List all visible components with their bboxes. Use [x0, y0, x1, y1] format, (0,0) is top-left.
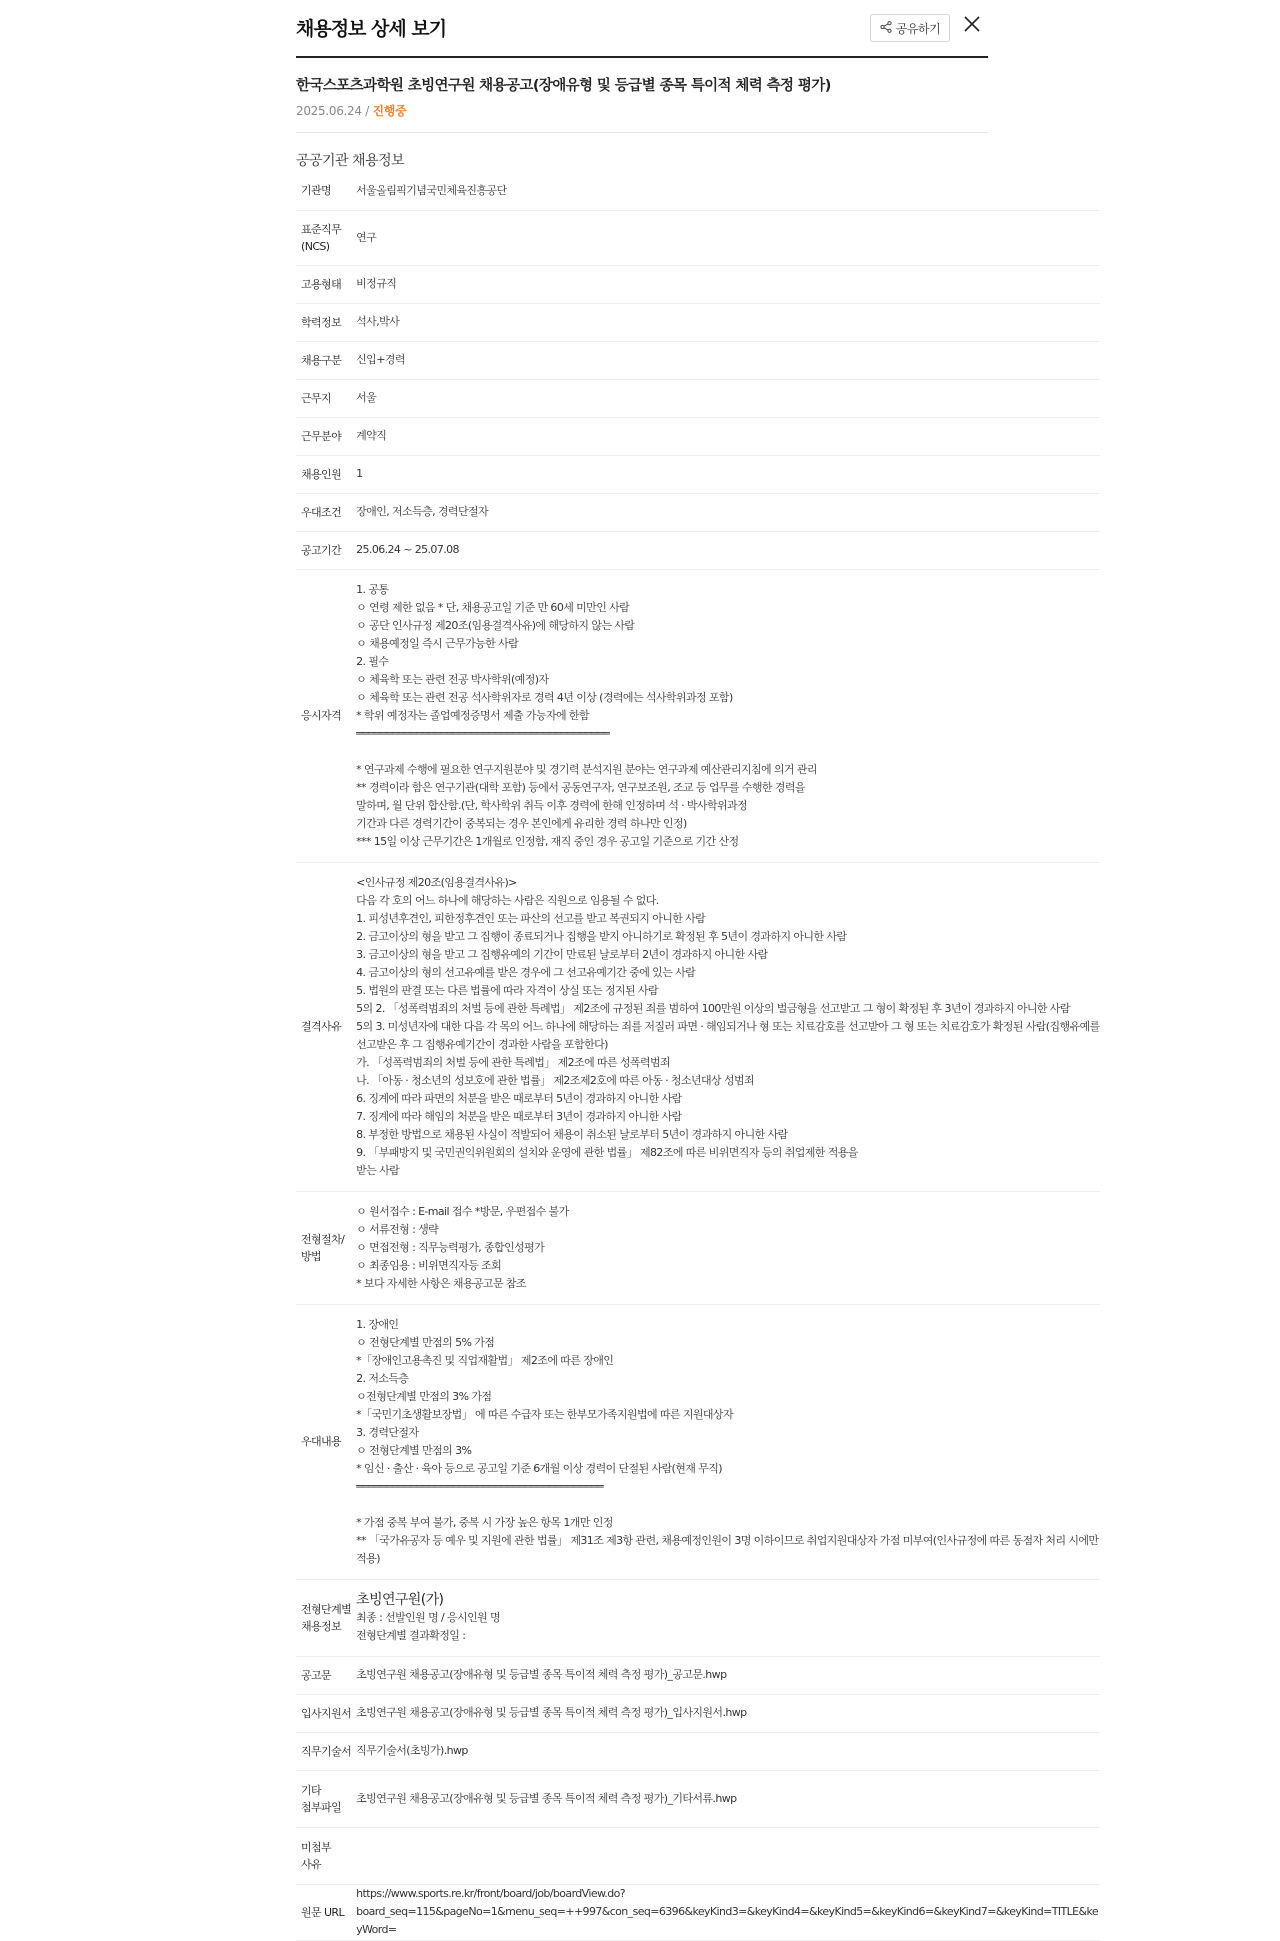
application-file-link[interactable]: 초빙연구원 채용공고(장애유형 및 등급별 종목 특이적 체력 측정 평가)_입사지원서.hwp — [356, 1706, 747, 1719]
text-line: *「국민기초생활보장법」 에 따른 수급자 또는 한부모가족지원법에 따른 지원대상자 — [356, 1407, 733, 1421]
text-line: 5. 법원의 판결 또는 다른 법률에 따라 자격이 상실 또는 정지된 사람 — [356, 983, 658, 997]
row-label: 기타 첨부파일 — [301, 1783, 342, 1814]
row-value: 서울올림픽기념국민체육진흥공단 — [356, 183, 507, 197]
text-line: 5의 3. 미성년자에 대한 다음 각 목의 어느 하나에 해당하는 죄를 저질러 파면 · 해임되거나 형 또는 치료감호를 선고받아 그 형 또는 치료감호가 확정된 사람(집행유예를 — [356, 1019, 1100, 1033]
row-label: 공고기간 — [301, 543, 342, 557]
row-value: 서울 — [356, 391, 377, 404]
text-line: 5의 2. 「성폭력범죄의 처벌 등에 관한 특례법」 제2조에 규정된 죄를 범하여 100만원 이상의 벌금형을 선고받고 그 형이 확정된 후 3년이 경과하지 아니한 사람 — [356, 1001, 1070, 1015]
text-line: 8. 부정한 방법으로 채용된 사실이 적발되어 채용이 취소된 날로부터 5년이 경과하지 아니한 사람 — [356, 1127, 788, 1141]
text-line: * 가점 중복 부여 불가, 중복 시 가장 높은 항목 1개만 인정 — [356, 1515, 613, 1529]
text-line: * 학위 예정자는 졸업예정증명서 제출 가능자에 한함 — [356, 708, 589, 722]
text-line: *** 15일 이상 근무기간은 1개월로 인정함, 재직 중인 경우 공고일 기준으로 기간 산정 — [356, 834, 739, 848]
row-type — [296, 341, 1100, 379]
row-count — [296, 455, 1100, 493]
row-org — [296, 172, 1100, 210]
row-label: 채용구분 — [301, 353, 342, 367]
text-line: 3. 금고이상의 형을 받고 그 집행유예의 기간이 만료된 날로부터 2년이 경과하지 아니한 사람 — [356, 947, 768, 961]
row-url — [296, 1884, 1100, 1940]
text-line: ㅇ 연령 제한 없음 * 단, 채용공고일 기준 만 60세 미만인 사람 — [356, 600, 630, 614]
stage-result-date: 전형단계별 결과확정일 : — [356, 1628, 466, 1642]
row-label: 공고문 — [301, 1668, 332, 1682]
row-label: 근무분야 — [301, 429, 342, 443]
row-value — [351, 1304, 1100, 1579]
text-line: ═════════════════════════════════════════ — [356, 1479, 604, 1493]
close-icon[interactable] — [962, 14, 986, 40]
row-value — [351, 1191, 1100, 1304]
etc-file-link[interactable]: 초빙연구원 채용공고(장애유형 및 등급별 종목 특이적 체력 측정 평가)_기타서류.hwp — [356, 1791, 737, 1805]
info-table — [296, 172, 1100, 1941]
text-line: ══════════════════════════════════════════ — [356, 726, 610, 740]
text-line: ㅇ 최종임용 : 비위면직자등 조회 — [356, 1258, 502, 1272]
share-icon — [880, 21, 892, 36]
row-field — [296, 417, 1100, 455]
text-line: 2. 필수 — [356, 654, 389, 668]
text-line: ㅇ 서류전형 : 생략 — [356, 1222, 439, 1236]
text-line: ㅇ 체육학 또는 관련 전공 석사학위자로 경력 4년 이상 (경력에는 석사학위과정 포함) — [356, 690, 733, 704]
row-label: 전형절차/ 방법 — [301, 1232, 345, 1263]
row-place — [296, 379, 1100, 417]
row-label: 결격사유 — [301, 1020, 342, 1033]
text-line: 6. 징계에 따라 파면의 처분을 받은 때로부터 5년이 경과하지 아니한 사람 — [356, 1091, 682, 1105]
row-value — [351, 862, 1100, 1191]
share-label: 공유하기 — [895, 21, 941, 36]
text-line: ㅇ 공단 인사규정 제20조(임용결격사유)에 해당하지 않는 사람 — [356, 618, 635, 632]
text-line: 2. 저소득층 — [356, 1371, 409, 1385]
row-no-attach-reason — [296, 1827, 1100, 1884]
row-label: 직무기술서 — [301, 1744, 352, 1758]
original-url-link[interactable] — [351, 1884, 1100, 1940]
post-date: 2025.06.24 — [296, 104, 362, 118]
text-line: <인사규정 제20조(임용결격사유)> — [356, 875, 517, 889]
text-line: 다음 각 호의 어느 하나에 해당하는 사람은 직원으로 임용될 수 없다. — [356, 893, 659, 907]
row-value: 25.06.24 ~ 25.07.08 — [356, 543, 459, 556]
text-line: ** 「국가유공자 등 예우 및 지원에 관한 법률」 제31조 제3항 관련, 채용예정인원이 3명 이하이므로 취업지원대상자 가점 미부여(인사규정에 따른 동점자 처리 시에만 — [356, 1533, 1099, 1547]
row-pref-detail — [296, 1304, 1100, 1579]
text-line: ㅇ 전형단계별 만점의 3% — [356, 1443, 472, 1457]
text-line: ㅇ 전형단계별 만점의 5% 가점 — [356, 1335, 495, 1349]
row-value — [351, 569, 1100, 862]
row-value — [351, 1579, 1100, 1656]
row-pref — [296, 493, 1100, 531]
row-etc-file — [296, 1770, 1100, 1827]
text-line: ㅇ전형단계별 만점의 3% 가점 — [356, 1389, 492, 1403]
text-line: 1. 장애인 — [356, 1317, 399, 1331]
row-period — [296, 531, 1100, 569]
row-label: 우대조건 — [301, 505, 342, 519]
row-value — [351, 1827, 1100, 1884]
row-label: 미첨부 사유 — [301, 1840, 332, 1871]
text-line: 받는 사람 — [356, 1163, 400, 1177]
row-value: 신입+경력 — [356, 353, 405, 366]
row-label: 근무지 — [301, 391, 332, 405]
text-line: ㅇ 채용예정일 즉시 근무가능한 사람 — [356, 636, 519, 650]
row-label: 우대내용 — [301, 1435, 342, 1448]
row-label: 기관명 — [301, 184, 332, 198]
row-jobdesc-file — [296, 1732, 1100, 1770]
row-value: 비정규직 — [356, 277, 397, 290]
text-line: ㅇ 체육학 또는 관련 전공 박사학위(예정)자 — [356, 672, 549, 686]
row-employ — [296, 265, 1100, 303]
text-line: ㅇ 원서접수 : E-mail 접수 *방문, 우편접수 불가 — [356, 1204, 569, 1218]
text-line: * 보다 자세한 사항은 채용공고문 참조 — [356, 1276, 526, 1290]
row-value: 석사,박사 — [356, 315, 400, 328]
row-disqualification — [296, 862, 1100, 1191]
section-title: 공공기관 채용정보 — [296, 153, 405, 169]
text-line — [356, 1496, 1100, 1514]
post-meta — [296, 102, 406, 119]
text-line: ㅇ 면접전형 : 직무능력평가, 종합인성평가 — [356, 1240, 545, 1254]
url-line-2: board_seq=115&pageNo=1&menu_seq=++997&con_seq=6396&keyKind3=&keyKind4=&keyKind5=&keyKind6=&keyKind7=&keyKind=TITLE&keyWord= — [356, 1905, 1098, 1936]
text-line: ** 경력이라 함은 연구기관(대학 포함) 등에서 공동연구자, 연구보조원, 조교 등 업무를 수행한 경력을 — [356, 780, 805, 794]
row-value: 장애인, 저소득층, 경력단절자 — [356, 505, 489, 518]
text-line: 적용) — [356, 1551, 380, 1565]
row-application-file — [296, 1694, 1100, 1732]
notice-file-link[interactable]: 초빙연구원 채용공고(장애유형 및 등급별 종목 특이적 체력 측정 평가)_공고문.hwp — [356, 1668, 727, 1681]
text-line: 기간과 다른 경력기간이 중복되는 경우 본인에게 유리한 경력 하나만 인정) — [356, 816, 687, 830]
modal-header — [296, 0, 988, 58]
status-badge: 진행중 — [372, 104, 407, 118]
text-line: 7. 징계에 따라 해임의 처분을 받은 때로부터 3년이 경과하지 아니한 사람 — [356, 1109, 682, 1123]
row-edu — [296, 303, 1100, 341]
text-line: 1. 공통 — [356, 582, 389, 596]
meta-separator: / — [361, 104, 373, 118]
row-label: 원문 URL — [301, 1905, 344, 1919]
text-line: 1. 피성년후견인, 피한정후견인 또는 파산의 선고를 받고 복권되지 아니한 사람 — [356, 911, 706, 925]
row-stage — [296, 1579, 1100, 1656]
row-ncs — [296, 210, 1100, 265]
row-label: 표준직무 (NCS) — [301, 222, 342, 253]
text-line: 나. 「아동 · 청소년의 성보호에 관한 법률」 제2조제2호에 따른 아동 · 청소년대상 성범죄 — [356, 1073, 755, 1087]
text-line — [356, 743, 1100, 761]
text-line: 가. 「성폭력범죄의 처벌 등에 관한 특례법」 제2조에 따른 성폭력범죄 — [356, 1055, 671, 1069]
row-label: 채용인원 — [301, 467, 342, 481]
text-line: 2. 금고이상의 형을 받고 그 집행이 종료되거나 집행을 받지 아니하기로 확정된 후 5년이 경과하지 아니한 사람 — [356, 929, 847, 943]
row-value: 계약직 — [356, 429, 387, 442]
jobdesc-file-link[interactable]: 직무기술서(초빙가).hwp — [356, 1744, 468, 1757]
stage-final: 최종 : 선발인원 명 / 응시인원 명 — [356, 1610, 501, 1624]
row-value: 1 — [356, 467, 363, 480]
row-process — [296, 1191, 1100, 1304]
text-line: 9. 「부패방지 및 국민권익위원회의 설치와 운영에 관한 법률」 제82조에 따른 비위면직자 등의 취업제한 적용을 — [356, 1145, 858, 1159]
text-line: * 연구과제 수행에 필요한 연구지원분야 및 경기력 분석지원 분야는 연구과제 예산관리지침에 의거 관리 — [356, 762, 817, 776]
row-label: 입사지원서 — [301, 1706, 352, 1720]
post-title: 한국스포츠과학원 초빙연구원 채용공고(장애유형 및 등급별 종목 특이적 체력 측정 평가) — [296, 78, 831, 94]
row-notice-file — [296, 1656, 1100, 1694]
text-line: 선고받은 후 그 집행유예기간이 경과한 사람을 포함한다) — [356, 1037, 608, 1051]
text-line: 3. 경력단절자 — [356, 1425, 419, 1439]
row-label: 응시자격 — [301, 709, 342, 722]
row-label: 학력정보 — [301, 315, 342, 329]
text-line: 4. 금고이상의 형의 선고유예를 받은 경우에 그 선고유예기간 중에 있는 사람 — [356, 965, 696, 979]
text-line: *「장애인고용촉진 및 직업재활법」 제2조에 따른 장애인 — [356, 1353, 614, 1367]
row-value: 연구 — [356, 230, 377, 244]
row-qualification — [296, 569, 1100, 862]
page-title: 채용정보 상세 보기 — [296, 18, 447, 40]
stage-name: 초빙연구원(가) — [356, 1591, 444, 1608]
row-label: 전형단계별 채용정보 — [301, 1602, 352, 1633]
text-line: * 임신 · 출산 · 육아 등으로 공고일 기준 6개월 이상 경력이 단절된 사람(현재 무직) — [356, 1461, 722, 1475]
url-line-1: https://www.sports.re.kr/front/board/job/boardView.do? — [356, 1887, 626, 1900]
row-label: 고용형태 — [301, 277, 342, 291]
divider — [296, 132, 988, 133]
text-line: 말하며, 월 단위 합산함.(단, 학사학위 취득 이후 경력에 한해 인정하며 석 · 박사학위과정 — [356, 798, 748, 812]
share-button[interactable] — [870, 14, 950, 42]
